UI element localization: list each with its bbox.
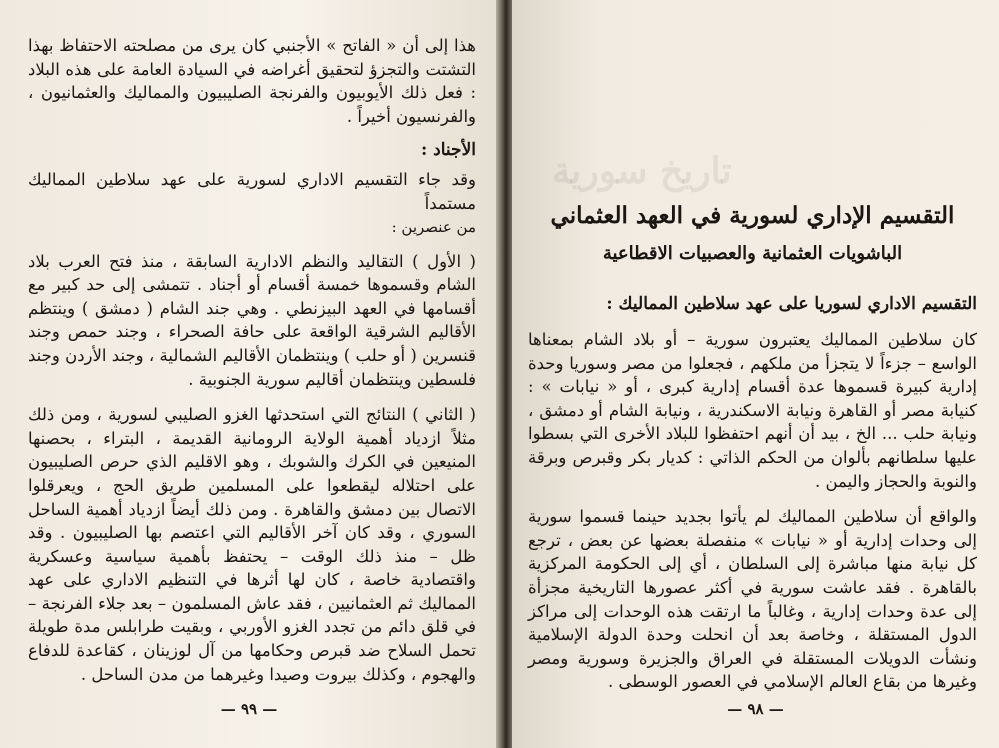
left-paragraph-2: وقد جاء التقسيم الاداري لسورية على عهد سلاطين المماليك مستمداً: [28, 170, 476, 213]
right-paragraph-1: كان سلاطين المماليك يعتبرون سورية – أو بلاد الشام بمعناها الواسع – جزءاً لا يتجزأ من ملكهم ، فجعلوا من مصر وسوريا وحدة إدارية كبيرة قسموها عدة أقسام إدارية كبرى ، أو « نيابات » : كنيابة مصر أو القاهرة ونيابة الاسكندرية ، ونيابة الشام أو دمشق ، ونيابة حلب ... الخ ، بيد أن أنهم احتفظوا للبلاد الأخرى التي بسطوا عليها سلطانهم بألوان من الحكم الذاتي : كديار بكر وقبرص وبرقة والنوبة والحجاز واليمن .: [528, 330, 977, 491]
right-page: [512, 0, 999, 748]
left-paragraph-3: ( الأول ) التقاليد والنظم الادارية السابقة ، منذ فتح العرب بلاد الشام وقسموها خمسة أقسام أو أجناد . تتمشى إلى حد كبير مع أقسامها في العهد البيزنطي . وهي جند الشام ( دمشق ) وينتظم الأقاليم الشرقية الواقعة على حافة الصحراء ، وجند حمص وجند قنسرين ( أو حلب ) وينتظمان الأقاليم الشمالية ، وجند الأردن وجند فلسطين وينتظمان أقاليم سورية الجنوبية .: [28, 251, 476, 389]
right-section-heading: التقسيم الاداري لسوريا على عهد سلاطين المماليك :: [606, 294, 977, 314]
left-page-number: — ٩٩ —: [220, 700, 278, 718]
left-paragraph-4: ( الثاني ) النتائج التي استحدثها الغزو الصليبي لسورية ، ومن ذلك مثلاً ازدياد أهمية الولاية الرومانية القديمة ، البتراء ، بحصنها المنيعين في الكرك والشوبك ، وهو الاقليم الذي حرص الصليبيون على احتلاله ليقطعوا على المسلمين طريق الحج ، ويعرقلوا الاتصال بين دمشق والقاهرة . ومن ذلك أيضاً ازدياد أهمية الساحل السوري ، وقد كان آخر الأقاليم التي اعتصم بها الصليبيون . وقد ظل – منذ ذلك الوقت – يحتفظ بأهمية سياسية وعسكرية واقتصادية خاصة ، كان لها أثرها في التنظيم الاداري على عهد المماليك ثم العثمانيين ، فقد عاش المسلمون – بعد جلاء الفرنجة – في قلق دائم من تجدد الغزو الأوربي ، وبقيت طرابلس مدة طويلة تحمل السلاح ضد قبرص وحكامها من آل لوزينان ، كقاعدة للدفاع والهجوم ، وكذلك بيروت وصيدا وغيرهما من مدن الساحل .: [28, 405, 476, 684]
left-paragraph-2-continued: من عنصرين :: [391, 217, 476, 236]
bleed-through-text: تاريخ سورية: [552, 150, 732, 192]
chapter-subtitle: الباشويات العثمانية والعصبيات الاقطاعية: [602, 243, 903, 264]
left-heading-ajnad: الأجناد :: [420, 140, 476, 161]
right-paragraph-2: والواقع أن سلاطين المماليك لم يأتوا بجديد حينما قسموا سورية إلى وحدات إدارية أو « نيابات » منفصلة بعضها عن بعض ، ترجع كل نيابة منها مباشرة إلى السلطان ، أي إلى الحكومة المركزية بالقاهرة . فقد عاشت سورية في أكثر عصورها التاريخية مجزأة إلى عدة وحدات إدارية ، وغالباً ما ارتقت هذه الوحدات إلى مراكز الدول المستقلة ، وخاصة بعد أن انحلت وحدة الدولة الإسلامية ونشأت الدويلات المستقلة في العراق والجزيرة وسورية ومصر وغيرها من بقاع العالم الإسلامي في العصور الوسطى .: [528, 507, 977, 692]
right-page-number: — ٩٨ —: [727, 700, 784, 718]
left-paragraph-1: هذا إلى أن « الفاتح » الأجنبي كان يرى من مصلحته الاحتفاظ بهذا التشتت والتجزؤ لتحقيق أغراضه في السيادة العامة على هذه البلاد : فعل ذلك الأيوبيون والفرنجة الصليبيون والمماليك والعثمانيون ، والفرنسيون أخيراً .: [28, 36, 476, 126]
left-page: [0, 0, 498, 748]
chapter-title: التقسيم الإداري لسورية في العهد العثماني: [550, 202, 955, 229]
